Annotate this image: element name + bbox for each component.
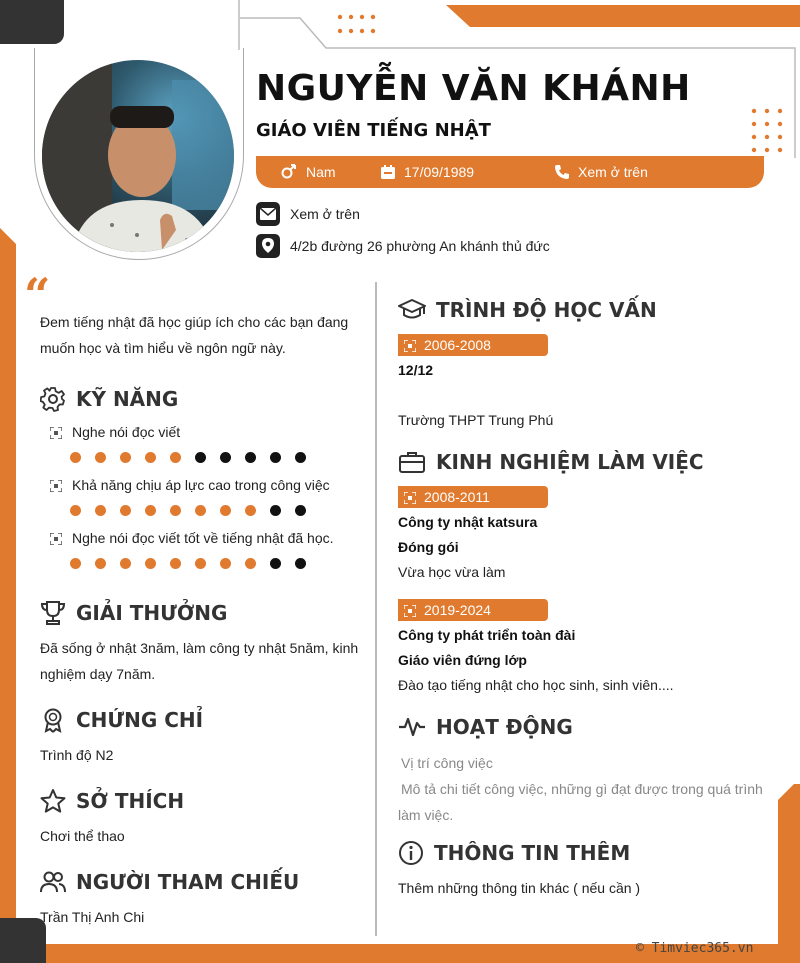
skill-dot-filled [70,505,81,516]
hobbies-heading [40,788,184,814]
skill-dot-filled [95,452,106,463]
skill-dot-filled [70,558,81,569]
birthday-value: 17/09/1989 [404,164,475,180]
info-phone [554,164,648,180]
avatar [42,60,234,252]
skill-dot-filled [95,505,106,516]
contact-address [256,234,550,258]
references-text: Trần Thị Anh Chi [40,909,145,925]
star-icon [40,788,66,814]
experience-heading [398,450,704,474]
skill-dot-filled [120,452,131,463]
skill-dot-filled [220,558,231,569]
skill-label-row [50,530,334,546]
trophy-icon [40,600,66,626]
experience-1-years-bar [398,486,548,508]
phone-value: Xem ở trên [578,164,648,180]
skill-dot-empty [270,558,281,569]
references-title: NGƯỜI THAM CHIẾU [76,870,300,894]
skill-dot-filled [170,558,181,569]
additional-text: Thêm những thông tin khác ( nếu cần ) [398,880,641,896]
skill-dot-filled [195,558,206,569]
info-gender [280,164,336,180]
references-heading [40,869,299,895]
skill-dot-filled [145,505,156,516]
skill-item [50,424,306,463]
email-icon [256,202,280,226]
skill-dot-filled [220,505,231,516]
skill-dot-filled [170,452,181,463]
skill-label: Nghe nói đọc viết [72,424,181,440]
education-heading [398,298,657,322]
skill-dot-empty [295,505,306,516]
education-years-bar [398,334,548,356]
calendar-icon [380,164,396,180]
skill-dot-filled [120,558,131,569]
education-degree: 12/12 [398,362,434,378]
gear-icon [40,386,66,412]
side-accent-left [0,228,20,963]
hobbies-text: Chơi thể thao [40,828,125,844]
info-birthday [380,164,474,180]
dot-grid-top [336,12,386,36]
certificates-text: Trình độ N2 [40,747,114,763]
additional-title: THÔNG TIN THÊM [434,841,631,865]
experience-1-company: Công ty nhật katsura [398,514,538,530]
awards-title: GIẢI THƯỞNG [76,601,228,625]
graduation-cap-icon [398,298,426,322]
skill-dot-empty [295,452,306,463]
focus-icon [404,339,416,351]
skills-heading [40,386,178,412]
skill-dot-empty [220,452,231,463]
side-accent-right [778,784,800,963]
focus-icon [404,491,416,503]
focus-icon [50,426,62,438]
experience-1-years: 2008-2011 [424,489,490,505]
experience-title: KINH NGHIỆM LÀM VIỆC [436,450,704,474]
skill-dot-filled [170,505,181,516]
column-divider [375,282,377,936]
focus-icon [404,604,416,616]
additional-heading [398,840,630,866]
experience-2-company: Công ty phát triển toàn đài [398,627,576,643]
quote-icon: “ [24,268,51,322]
activity-pulse-icon [398,715,426,739]
gender-value: Nam [306,164,336,180]
skill-label-row [50,424,306,440]
skill-label: Khả năng chịu áp lực cao trong công việc [72,477,330,493]
job-title: GIÁO VIÊN TIẾNG NHẬT [256,120,491,141]
email-value: Xem ở trên [290,206,360,222]
skill-dot-filled [70,452,81,463]
hobbies-title: SỞ THÍCH [76,789,185,813]
skill-dot-empty [195,452,206,463]
experience-2-desc: Đào tạo tiếng nhật cho học sinh, sinh viên.... [398,677,674,693]
corner-block-top-left [0,0,64,44]
focus-icon [50,479,62,491]
objective-text: Đem tiếng nhật đã học giúp ích cho các bạn đang muốn học và tìm hiểu về ngôn ngữ này. [40,314,349,356]
gender-icon [280,164,298,180]
activities-desc: Mô tả chi tiết công việc, những gì đạt được trong quá trình làm việc. [398,781,763,823]
skill-dot-filled [245,558,256,569]
copyright: © Timviec365.vn [636,941,754,956]
activities-title: HOẠT ĐỘNG [436,715,573,739]
skill-level-dots [70,505,330,516]
skill-dot-filled [120,505,131,516]
experience-2-position: Giáo viên đứng lớp [398,652,527,668]
skill-dot-filled [195,505,206,516]
skill-label: Nghe nói đọc viết tốt về tiếng nhật đã học. [72,530,334,546]
contact-email [256,202,360,226]
avatar-person-icon [42,60,234,252]
skill-label-row [50,477,330,493]
awards-text: Đã sống ở nhật 3năm, làm công ty nhật 5năm, kinh nghiệm dạy 7năm. [40,640,359,682]
activities-heading [398,715,573,739]
skill-dot-empty [245,452,256,463]
skill-dot-filled [145,558,156,569]
education-school: Trường THPT Trung Phú [398,412,554,428]
skill-dot-filled [145,452,156,463]
focus-icon [50,532,62,544]
skill-dot-empty [270,505,281,516]
people-icon [40,869,66,895]
experience-2-years: 2019-2024 [424,602,491,618]
info-bar [256,156,764,188]
badge-icon [40,707,66,733]
skill-dot-empty [270,452,281,463]
skill-dot-filled [95,558,106,569]
address-value: 4/2b đường 26 phường An khánh thủ đức [290,238,550,254]
activities-position: Vị trí công việc [401,755,493,771]
certificates-title: CHỨNG CHỈ [76,708,204,732]
skill-level-dots [70,452,306,463]
education-title: TRÌNH ĐỘ HỌC VẤN [436,298,657,322]
skill-item [50,530,334,569]
info-icon [398,840,424,866]
skill-dot-empty [295,558,306,569]
education-years: 2006-2008 [424,337,491,353]
location-icon [256,234,280,258]
dot-grid-right [749,106,789,154]
skill-level-dots [70,558,334,569]
candidate-name: NGUYỄN VĂN KHÁNH [256,68,691,109]
skills-title: KỸ NĂNG [76,387,179,411]
experience-2-years-bar [398,599,548,621]
skill-dot-filled [245,505,256,516]
experience-1-desc: Vừa học vừa làm [398,564,506,580]
phone-icon [554,164,570,180]
awards-heading [40,600,227,626]
experience-1-position: Đóng gói [398,539,459,555]
briefcase-icon [398,450,426,474]
skill-item [50,477,330,516]
certificates-heading [40,707,203,733]
